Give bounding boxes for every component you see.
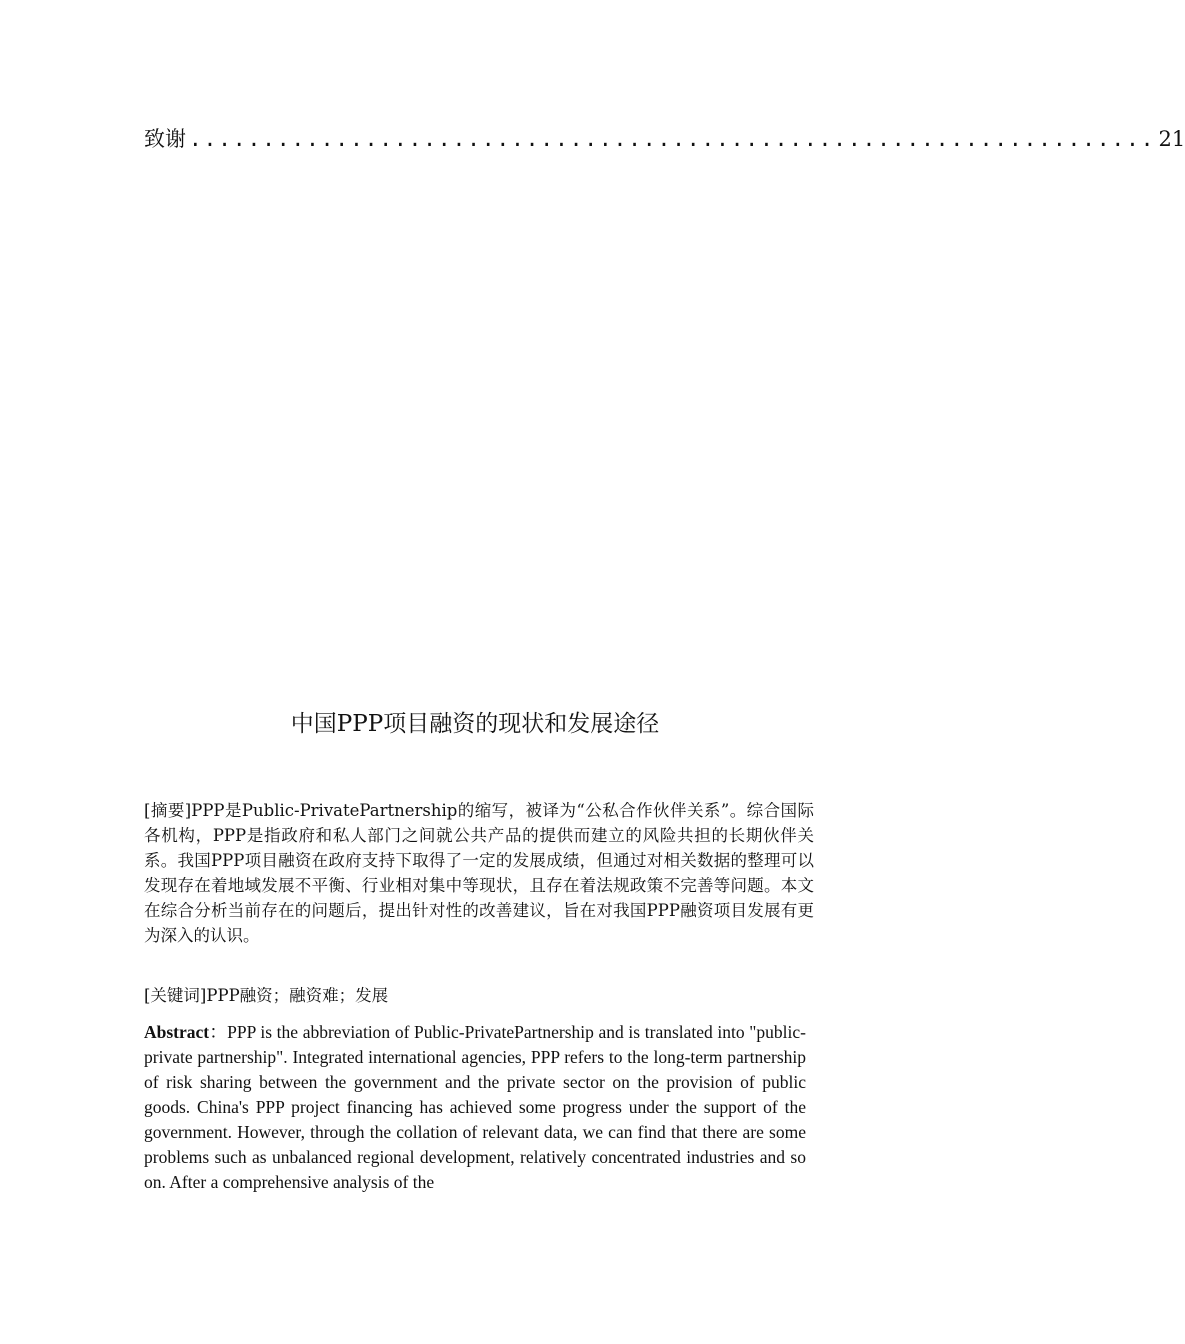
chinese-abstract: [摘要]PPP是Public-PrivatePartnership的缩写，被译为“公私合作伙伴关系”。综合国际各机构，PPP是指政府和私人部门之间就公共产品的提供而建立的风险共担的长期伙伴关系。我国PPP项目融资在政府支持下取得了一定的发展成绩，但通过对相关数据的整理可以发现存在着地域发展不平衡、行业相对集中等现状，且存在着法规政策不完善等问题。本文在综合分析当前存在的问题后，提出针对性的改善建议，旨在对我国PPP融资项目发展有更为深入的认识。 [144,801,814,945]
english-abstract-separator: ： [209,1022,228,1042]
toc-entry-label: 致谢 [144,127,186,151]
english-abstract-label: Abstract [144,1022,210,1042]
toc-entry-acknowledgements[interactable] [144,124,1185,154]
toc-dot-leader: .................................................................. [189,127,1156,151]
paper-title: 中国PPP项目融资的现状和发展途径 [290,711,660,737]
chinese-keywords: [关键词]PPP融资；融资难；发展 [144,986,389,1005]
english-abstract [144,1020,806,1195]
toc-page-number: 21 [1158,127,1185,151]
english-abstract-text: PPP is the abbreviation of Public-PrivatePartnership and is translated into "public-private partnership". Integrated international agencies, PPP refers to the long-term partnership of risk sharing between the government and the private sector on the provision of public goods. China's PPP project financing has achieved some progress under the support of the government. However, through the collation of relevant data, we can find that there are some problems such as unbalanced regional development, relatively concentrated industries and so on. After a comprehensive analysis of the [144,1022,807,1192]
